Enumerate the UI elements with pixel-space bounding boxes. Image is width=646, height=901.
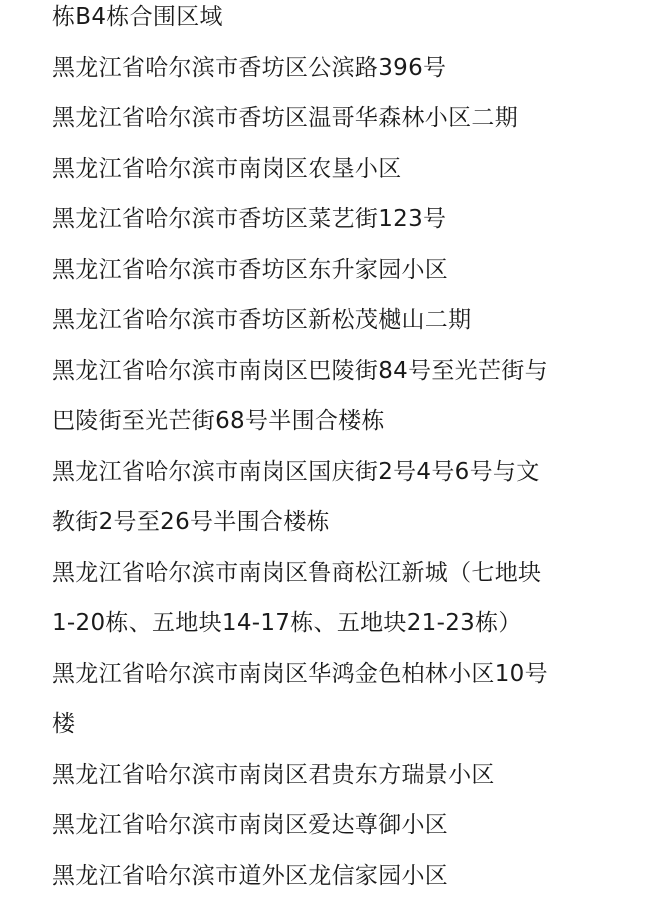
address-line: 黑龙江省哈尔滨市香坊区东升家园小区 — [52, 245, 606, 296]
address-line: 巴陵街至光芒街68号半围合楼栋 — [52, 396, 606, 447]
address-line: 黑龙江省哈尔滨市香坊区温哥华森林小区二期 — [52, 93, 606, 144]
address-line: 1-20栋、五地块14-17栋、五地块21-23栋） — [52, 598, 606, 649]
address-line: 黑龙江省哈尔滨市香坊区菜艺街123号 — [52, 194, 606, 245]
address-line: 黑龙江省哈尔滨市香坊区公滨路396号 — [52, 43, 606, 94]
address-line: 黑龙江省哈尔滨市南岗区国庆街2号4号6号与文 — [52, 447, 606, 498]
address-line: 楼 — [52, 699, 606, 750]
address-line: 黑龙江省哈尔滨市南岗区爱达尊御小区 — [52, 800, 606, 851]
address-line: 黑龙江省哈尔滨市南岗区君贵东方瑞景小区 — [52, 750, 606, 801]
address-line: 黑龙江省哈尔滨市南岗区鲁商松江新城（七地块 — [52, 548, 606, 599]
address-line: 教街2号至26号半围合楼栋 — [52, 497, 606, 548]
address-line: 栋B4栋合围区域 — [52, 0, 606, 43]
address-line: 黑龙江省哈尔滨市南岗区巴陵街84号至光芒街与 — [52, 346, 606, 397]
address-line: 黑龙江省哈尔滨市南岗区华鸿金色柏林小区10号 — [52, 649, 606, 700]
address-line: 黑龙江省哈尔滨市香坊区新松茂樾山二期 — [52, 295, 606, 346]
address-line: 黑龙江省哈尔滨市南岗区农垦小区 — [52, 144, 606, 195]
address-line: 黑龙江省哈尔滨市道外区龙信家园小区 — [52, 851, 606, 901]
